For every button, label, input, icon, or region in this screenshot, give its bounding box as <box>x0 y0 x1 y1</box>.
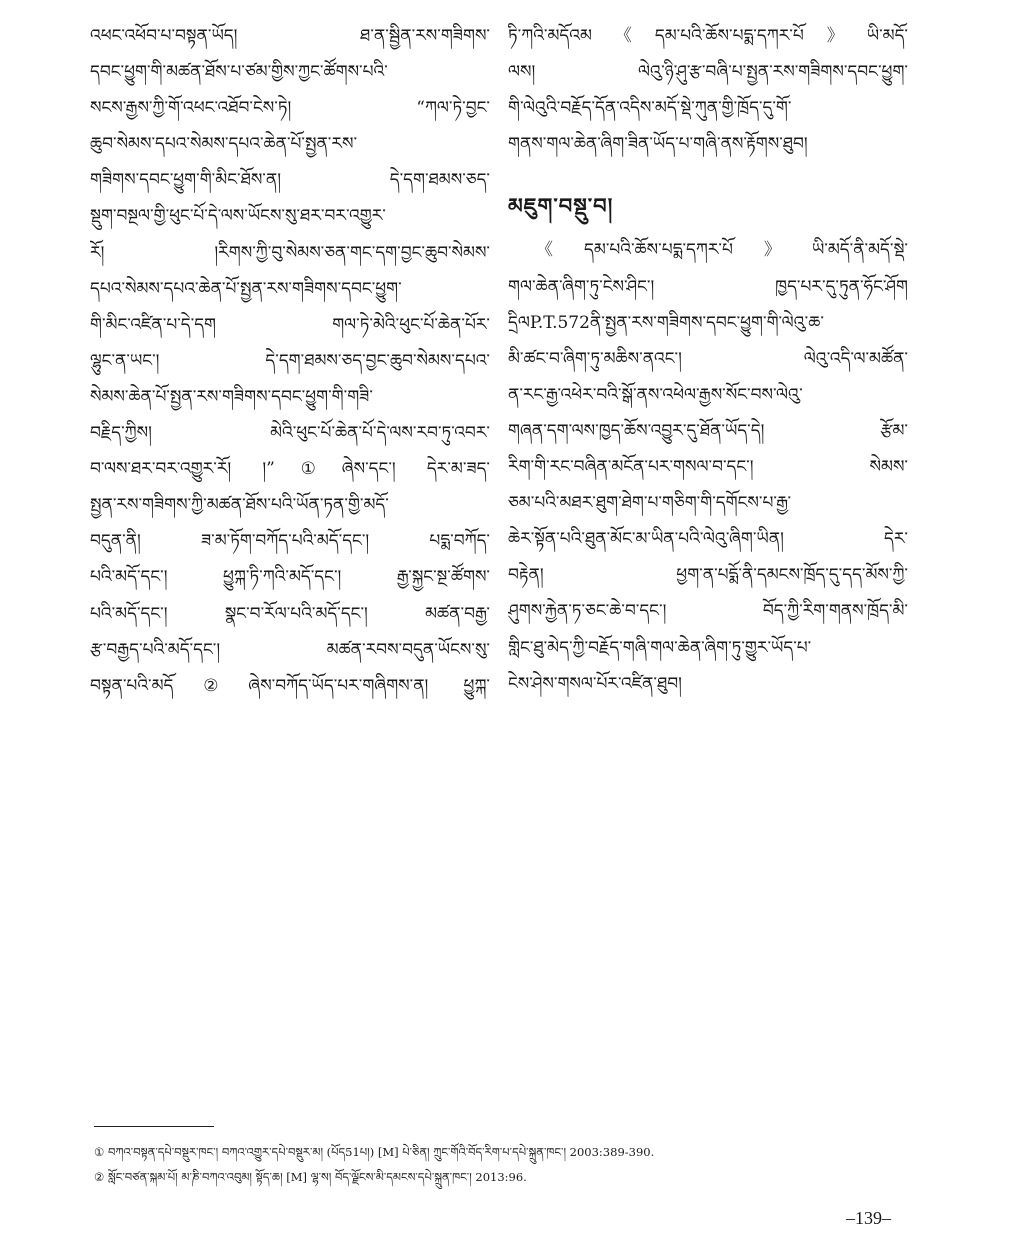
text-line: པའི་མདོ་དང་། ཕྱུཀྐ་ཏི་ཀའི་མདོ་དང་། རྒྱ་སྐྱང་སྔ་ཚོགས་ <box>90 567 490 588</box>
text-line: གི་མིང་འཛིན་པ་དེ་དག གལ་ཏེ་མེའི་ཕུང་པོ་ཆེན་པོར་ <box>90 314 490 335</box>
text-line: གཟིགས་དབང་ཕྱུག་གི་མིང་ཐོས་ན། དེ་དག་ཐམས་ཅད་ <box>90 170 490 191</box>
text-line: ངེས་ཤེས་གསལ་པོར་འཛིན་ཐུབ། <box>508 673 682 694</box>
text-line: རིག་གི་རང་བཞིན་མངོན་པར་གསལ་བ་དང་། སེམས་ <box>508 457 908 478</box>
text-line: དྲིལP.T.572ནི་སྤྱན་རས་གཟིགས་དབང་ཕྱུག་གི་ལེའུ་ཆ་ <box>508 312 824 333</box>
text-line: 《དམ་པའི་ཆོས་པདྨ་དཀར་པོ》ཡི་མདོ་ནི་མདོ་སྡེ་ <box>536 240 908 261</box>
text-line: ཅམ་པའི་མཐར་ཐུག་ཐེག་པ་གཅིག་གི་དགོངས་པ་རྒྱ་ <box>508 493 792 514</box>
left-column <box>90 18 490 704</box>
text-line: དཔའ་སེམས་དཔའ་ཆེན་པོ་སྤྱན་རས་གཟིགས་དབང་ཕྱུག་ <box>90 278 402 299</box>
text-line: ཆེར་སྟོན་པའི་ཐུན་མོང་མ་ཡིན་པའི་ལེའུ་ཞིག་ཡིན། དེར་ <box>508 529 908 550</box>
text-line: ཏི་ཀའི་མདོའམ《དམ་པའི་ཆོས་པདྨ་དཀར་པོ》ཡི་མདོ་ <box>508 26 908 46</box>
text-line: ལས། ལེའུ་ཉི་ཤུ་རྩ་བཞི་པ་སྤྱན་རས་གཟིགས་དབང་ཕྱུག་ <box>508 62 908 83</box>
text-line: སངས་རྒྱས་ཀྱི་གོ་འཕང་འཐོབ་ངེས་ཏེ། “ཀལ་ཏེ་བྱང་ <box>90 98 490 119</box>
text-line: པའི་མདོ་དང་། སྣང་བ་རོལ་པའི་མདོ་དང་། མཚན་བརྒྱ་ <box>90 603 490 624</box>
text-line: སྡུག་བསྔལ་གྱི་ཕུང་པོ་དེ་ལས་ཡོངས་སུ་ཐར་བར་འགྱུར་ <box>90 206 386 227</box>
text-line: བདུན་ནི། ཟ་མ་ཏོག་བཀོད་པའི་མདོ་དང་། པདྨ་བཀོད་ <box>90 531 490 552</box>
text-line: བརྗིད་ཀྱིས། མེའི་ཕུང་པོ་ཆེན་པོ་དེ་ལས་རབ་ཏུ་འབར་ <box>90 423 490 444</box>
text-line: དབང་ཕྱུག་གི་མཚན་ཐོས་པ་ཙམ་གྱིས་ཀྱང་ཚོགས་པའི་ <box>90 62 388 83</box>
footnote: ② སློང་བཙན་སྐམ་པོ། མ་ཎི་བཀའ་འབུམ། སྟོད་ཆ། [M] ལྷ་ས། བོད་ལྗོངས་མི་དམངས་དཔེ་སྐྲུན་ཁང་། 2013:96. <box>94 1170 527 1184</box>
right-column <box>508 18 908 702</box>
text-line: གི་ལེའུའི་བརྗོད་དོན་འདིས་མདོ་སྡེ་ཀུན་གྱི་ཁྲོད་དུ་གོ་ <box>508 98 792 119</box>
text-line: ཆུབ་སེམས་དཔའ་སེམས་དཔའ་ཆེན་པོ་སྤྱན་རས་ <box>90 134 358 155</box>
text-line: གླིང་ཐུ་མེད་ཀྱི་བརྗོད་གཞི་གལ་ཆེན་ཞིག་ཏུ་གྱུར་ཡོད་པ་ <box>508 637 812 658</box>
text-line: གཞན་དག་ལས་ཁྱད་ཆོས་འབྱུར་དུ་ཐོན་ཡོད་དེ། རྩོམ་ <box>508 420 908 441</box>
text-line: གལ་ཆེན་ཞིག་ཏུ་ངེས་ཤིང་། ཁྱད་པར་དུ་ཏུན་ཧོང་ཤོག <box>508 276 908 297</box>
section-heading: མཇུག་བསྡུ་བ། <box>508 193 614 219</box>
text-line: རོ། །རིགས་ཀྱི་བུ་སེམས་ཅན་གང་དག་བྱང་ཆུབ་སེམས་ <box>90 242 490 263</box>
text-line: ཤུགས་རྐྱེན་ཏ་ཅང་ཆེ་བ་དང་། བོད་ཀྱི་རིག་གནས་ཁྲོད་མི་ <box>508 601 908 622</box>
text-line: འཕང་འཕོབ་པ་བསྟན་ཡོད། ཐ་ན་སྦྱིན་རས་གཟིགས་ <box>90 26 490 46</box>
text-line: སེམས་ཆེན་པོ་སྤྱན་རས་གཟིགས་དབང་ཕྱུག་གི་གཟི་ <box>90 386 373 407</box>
footnote: ① བཀའ་བསྟན་དཔེ་བསྡུར་ཁང་། བཀའ་འགྱུར་དཔེ་བསྡུར་མ། (པོད51པ།) [M] པེ་ཅིན། ཀྲུང་གོའི་བོད་རིག་པ་དཔེ་སྐྲུན་ཁང་། 2003:389-390. <box>94 1145 655 1159</box>
page-number: –139– <box>846 1208 891 1228</box>
text-line: ལྷུང་ན་ཡང་། དེ་དག་ཐམས་ཅད་བྱང་ཆུབ་སེམས་དཔའ་ <box>90 350 490 371</box>
footnotes <box>94 1140 924 1190</box>
text-line: མི་ཚང་བ་ཞིག་ཏུ་མཆིས་ནའང་། ལེའུ་འདི་ལ་མཚོན་ <box>508 348 908 369</box>
footnote-divider <box>94 1126 214 1127</box>
text-line: བརྟེན། ཕྱག་ན་པདྨོ་ནི་དམངས་ཁྲོད་དུ་དད་མོས་ཀྱི་ <box>508 565 908 586</box>
text-line: ན་རང་རྒྱ་འཕེར་བའི་སྒོ་ནས་འཕེལ་རྒྱས་སོང་བས་ལེའུ་ <box>508 384 803 405</box>
text-line: སྤྱན་རས་གཟིགས་ཀྱི་མཚན་ཐོས་པའི་ཡོན་ཏན་གྱི་མདོ་ <box>90 495 389 516</box>
text-line: གནས་གལ་ཆེན་ཞིག་ཟིན་ཡོད་པ་གཞི་ནས་རྟོགས་ཐུབ། <box>508 134 808 155</box>
text-line: རྩ་བརྒྱད་པའི་མདོ་དང་། མཚན་རབས་བདུན་ཡོངས་སུ་ <box>90 639 490 660</box>
text-line: བ་ལས་ཐར་བར་འགྱུར་རོ། །”①ཞེས་དང་། དེར་མ་ཟད་ <box>90 459 490 480</box>
text-line: བསྟན་པའི་མདོ②ཞེས་བཀོད་ཡོད་པར་གཞིགས་ན། ཕྱུཀྐ་ <box>90 675 490 696</box>
